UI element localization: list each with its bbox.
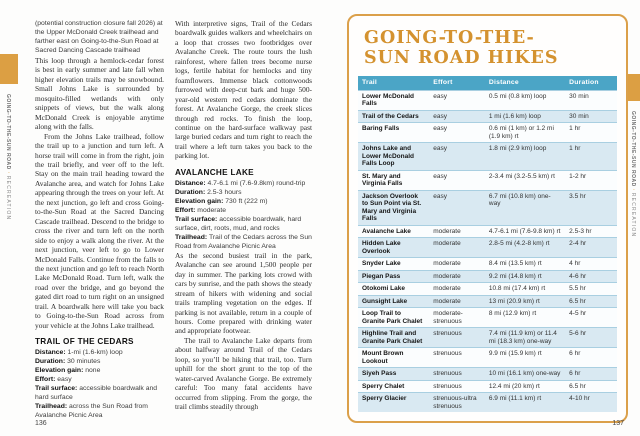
table-cell: 4 hr xyxy=(565,258,617,271)
hikes-table-body xyxy=(358,90,617,412)
trail-stat: Distance: 1-mi (1.6-km) loop xyxy=(35,349,123,357)
table-cell: St. Mary and Virginia Falls xyxy=(358,170,429,190)
table-cell: Gunsight Lake xyxy=(358,295,429,308)
table-row xyxy=(358,368,617,381)
table-row xyxy=(358,170,617,190)
trail-stat: Trailhead: Trail of the Cedars across the Sun Road from Avalanche Picnic Area xyxy=(175,233,312,250)
spine-label-right xyxy=(630,111,636,237)
table-cell: 8.4 mi (13.5 km) rt xyxy=(485,258,565,271)
table-cell: moderate xyxy=(429,258,485,271)
table-cell: Mount Brown Lookout xyxy=(358,348,429,368)
hikes-box-title-line2: SUN ROAD HIKES xyxy=(364,48,559,68)
body-paragraph: From the Johns Lake trailhead, follow the trail up to a junction and turn left. A horse trail will come in from the right, join the trail briefly, and veer off to the left. Stay on the main trail heading toward the Avalanche area, and watch for Johns Lake appearing through the trees on your left. At the next junction, go left and cross Going-to-the-Sun Road at the Sacred Dancing Cascade trailhead. Descend to the bridge to cross the river and turn left on the north side to enjoy a walk along the river. At the next junction, veer left to go to Lower McDonald Falls. Continue from the falls to the next junction and go left to reach North Lake McDonald Road. Turn left, walk the road over the bridge, and go beyond the gated dirt road to turn right on an unsigned trail. A boardwalk here will take you back to Going-to-the-Sun Road across from your vehicle at the Johns Lake trailhead. xyxy=(35,131,164,330)
table-cell: moderate xyxy=(429,295,485,308)
table-cell: Trail of the Cedars xyxy=(358,110,429,123)
table-cell: 6.7 mi (10.8 km) one-way xyxy=(485,190,565,225)
table-cell: 1.8 mi (2.9 km) loop xyxy=(485,143,565,171)
table-cell: 6.5 hr xyxy=(565,380,617,393)
table-cell: 2.5-3 hr xyxy=(565,225,617,238)
table-cell: 5.5 hr xyxy=(565,283,617,296)
table-cell: strenuous xyxy=(429,348,485,368)
hikes-table xyxy=(358,76,617,412)
table-cell: Loop Trail to Granite Park Chalet xyxy=(358,308,429,328)
spine-section-label: RECREATION xyxy=(5,175,11,221)
table-row xyxy=(358,238,617,258)
table-row xyxy=(358,295,617,308)
body-paragraph: The trail to Avalanche Lake departs from about halfway around Trail of the Cedars loop, so you’ll be hiking that trail, too. Turn uphill for the short grunt to the top of the water-carved Avalanche Gorge. Be extremely careful: Too many fatal accidents have occurred from slipping. From the gorge, the trail climbs steadily through xyxy=(175,335,312,412)
trail-stat: Trailhead: across the Sun Road from Avalanche Picnic Area xyxy=(35,403,148,420)
table-cell: Jackson Overlook to Sun Point via St. Mary and Virginia Falls xyxy=(358,190,429,225)
table-cell: easy xyxy=(429,190,485,225)
table-cell: 2-3.4 mi (3.2-5.5 km) rt xyxy=(485,170,565,190)
table-cell: moderate-strenuous xyxy=(429,308,485,328)
table-row xyxy=(358,143,617,171)
spine-section-label: RECREATION xyxy=(630,192,636,238)
table-row xyxy=(358,308,617,328)
table-cell: 0.6 mi (1 km) or 1.2 mi (1.9 km) rt xyxy=(485,123,565,143)
table-row xyxy=(358,380,617,393)
table-header-duration: Duration xyxy=(565,76,617,90)
table-cell: 4-5 hr xyxy=(565,308,617,328)
body-paragraph: This loop through a hemlock-cedar forest is best in early summer and late fall when higher elevation trails may be snowbound. Small Johns Lake is surrounded by mosquito-filled wetlands with only snippets of views, but the walk along McDonald Creek is enjoyable anytime along with the falls. xyxy=(35,56,164,132)
table-cell: Otokomi Lake xyxy=(358,283,429,296)
left-page-column-2 xyxy=(175,19,312,412)
table-cell: Hidden Lake Overlook xyxy=(358,238,429,258)
chapter-tab-left xyxy=(0,54,18,84)
table-row xyxy=(358,225,617,238)
section-heading-trail-of-the-cedars: TRAIL OF THE CEDARS xyxy=(35,337,134,347)
hikes-box-title xyxy=(364,28,617,68)
table-cell: strenuous xyxy=(429,368,485,381)
table-row xyxy=(358,90,617,110)
trail-stats-block xyxy=(35,348,164,420)
table-cell: moderate xyxy=(429,283,485,296)
table-header-effort: Effort xyxy=(429,76,485,90)
trail-stat: Elevation gain: 730 ft (222 m) xyxy=(175,197,268,205)
table-cell: 10 mi (16.1 km) one-way xyxy=(485,368,565,381)
table-cell: easy xyxy=(429,123,485,143)
spine-separator: · xyxy=(5,171,11,174)
trail-stat: Duration: 2.5-3 hours xyxy=(175,188,242,196)
table-cell: 6.9 mi (11.1 km) rt xyxy=(485,393,565,413)
table-cell: Highline Trail and Granite Park Chalet xyxy=(358,328,429,348)
table-cell: strenuous xyxy=(429,380,485,393)
hikes-summary-box xyxy=(347,14,628,423)
spine-chapter-label: GOING-TO-THE-SUN ROAD xyxy=(630,111,636,187)
section-heading-avalanche-lake: AVALANCHE LAKE xyxy=(175,167,254,177)
table-cell: Sperry Glacier xyxy=(358,393,429,413)
table-cell: 10.8 mi (17.4 km) rt xyxy=(485,283,565,296)
table-cell: Baring Falls xyxy=(358,123,429,143)
table-row xyxy=(358,190,617,225)
table-cell: 2-4 hr xyxy=(565,238,617,258)
trail-stat: Duration: 30 minutes xyxy=(35,358,101,366)
table-header-distance: Distance xyxy=(485,76,565,90)
table-row xyxy=(358,393,617,413)
table-row xyxy=(358,328,617,348)
table-cell: easy xyxy=(429,90,485,110)
table-cell: 4-6 hr xyxy=(565,270,617,283)
table-cell: 8 mi (12.9 km) rt xyxy=(485,308,565,328)
table-cell: strenuous-ultra strenuous xyxy=(429,393,485,413)
table-header-trail: Trail xyxy=(358,76,429,90)
table-cell: strenuous xyxy=(429,328,485,348)
table-cell: 5-6 hr xyxy=(565,328,617,348)
table-cell: 3.5 hr xyxy=(565,190,617,225)
page-number-left: 136 xyxy=(35,420,47,427)
hikes-box-title-line1: GOING-TO-THE- xyxy=(364,28,535,48)
table-cell: 0.5 mi (0.8 km) loop xyxy=(485,90,565,110)
table-cell: easy xyxy=(429,170,485,190)
trail-stat: Elevation gain: none xyxy=(35,367,101,375)
table-cell: Johns Lake and Lower McDonald Falls Loop xyxy=(358,143,429,171)
table-cell: 4-10 hr xyxy=(565,393,617,413)
table-cell: easy xyxy=(429,110,485,123)
table-cell: 1 mi (1.6 km) loop xyxy=(485,110,565,123)
body-paragraph: With interpretive signs, Trail of the Cedars boardwalk guides walkers and wheelchairs on a loop that crosses two footbridges over Avalanche Creek. The route tours the lush rainforest, where fallen trees become nurse logs, fertile habitat for hemlocks and tiny foamflowers. Immense black cottonwoods furrowed with deep-cut bark and huge 500-year-old western red cedars dominate the forest. At Avalanche Gorge, the creek slices through red rocks. To finish the loop, continue on the hard-surface walkway past large buried cedars and turn right to reach the trail where a left turn takes you back to the parking lot. xyxy=(175,19,312,161)
trail-stat: Trail surface: accessible boardwalk, hard surface, dirt, roots, mud, and rocks xyxy=(175,215,302,232)
table-cell: 9.2 mi (14.8 km) rt xyxy=(485,270,565,283)
table-cell: Avalanche Lake xyxy=(358,225,429,238)
table-cell: Lower McDonald Falls xyxy=(358,90,429,110)
table-cell: 1 hr xyxy=(565,123,617,143)
spine-label-left xyxy=(5,94,11,220)
table-cell: 30 min xyxy=(565,90,617,110)
trailhead-note: (potential construction closure fall 2026) at the Upper McDonald Creek trailhead and farther east on Going-to-the-Sun Road at Sacred Dancing Cascade trailhead xyxy=(35,20,163,54)
table-row xyxy=(358,270,617,283)
table-cell: 6.5 hr xyxy=(565,295,617,308)
table-cell: Siyeh Pass xyxy=(358,368,429,381)
table-row xyxy=(358,258,617,271)
trail-stat: Effort: moderate xyxy=(175,206,226,214)
table-cell: moderate xyxy=(429,238,485,258)
table-cell: Piegan Pass xyxy=(358,270,429,283)
trail-stat: Trail surface: accessible boardwalk and hard surface xyxy=(35,385,158,402)
body-paragraph: As the second busiest trail in the park, Avalanche can see around 1,500 people per day in summer. The parking lots crowd with cars by sunrise, and the path shows the steady stream of hikers with widening and social trails trampling vegetation on the edges. If parking is not available, return in a couple of hours. Come prepared with drinking water and appropriate footwear. xyxy=(175,250,312,336)
table-cell: 1 hr xyxy=(565,143,617,171)
spine-chapter-label: GOING-TO-THE-SUN ROAD xyxy=(5,94,11,170)
table-cell: 12.4 mi (20 km) rt xyxy=(485,380,565,393)
table-cell: 13 mi (20.9 km) rt xyxy=(485,295,565,308)
table-cell: 6 hr xyxy=(565,368,617,381)
page-number-right: 137 xyxy=(612,420,624,427)
table-cell: 2.8-5 mi (4.2-8 km) rt xyxy=(485,238,565,258)
table-row xyxy=(358,348,617,368)
table-row xyxy=(358,283,617,296)
table-cell: 30 min xyxy=(565,110,617,123)
table-cell: moderate xyxy=(429,225,485,238)
table-cell: 9.9 mi (15.9 km) rt xyxy=(485,348,565,368)
spine-separator: · xyxy=(630,188,636,191)
table-cell: easy xyxy=(429,143,485,171)
table-cell: Sperry Chalet xyxy=(358,380,429,393)
table-cell: 4.7-6.1 mi (7.6-9.8 km) rt xyxy=(485,225,565,238)
trail-stats-block xyxy=(175,179,312,251)
table-header-row xyxy=(358,76,617,90)
table-row xyxy=(358,123,617,143)
table-cell: Snyder Lake xyxy=(358,258,429,271)
table-cell: 6 hr xyxy=(565,348,617,368)
left-page-column-1 xyxy=(35,19,164,420)
trail-stat: Distance: 4.7-6.1 mi (7.6-9.8km) round-trip xyxy=(175,179,306,187)
table-cell: 7.4 mi (11.9 km) or 11.4 mi (18.3 km) one-way xyxy=(485,328,565,348)
table-cell: moderate xyxy=(429,270,485,283)
trail-stat: Effort: easy xyxy=(35,376,72,384)
table-cell: 1-2 hr xyxy=(565,170,617,190)
table-row xyxy=(358,110,617,123)
